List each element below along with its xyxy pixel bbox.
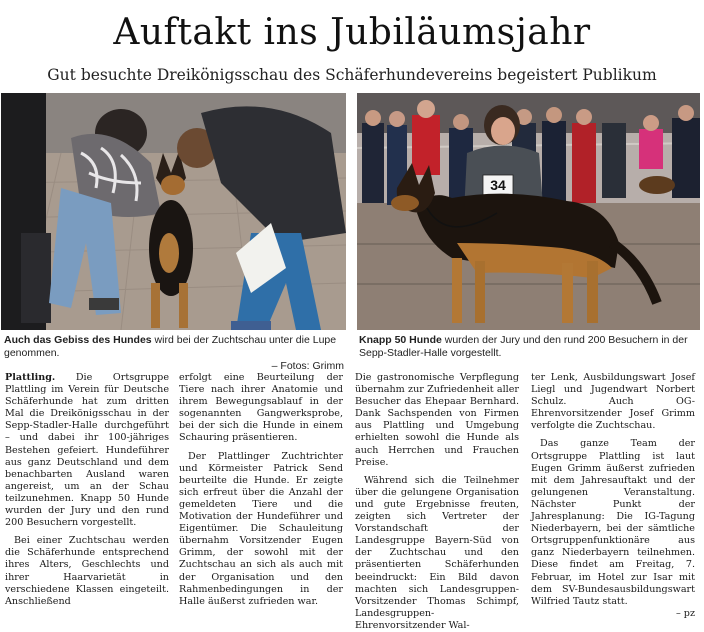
author-signature: – pz bbox=[675, 607, 695, 619]
bib-number: 34 bbox=[490, 177, 506, 193]
photo-dog-teeth-inspection bbox=[1, 93, 346, 330]
text-column-4 bbox=[531, 372, 695, 620]
caption-right-text: wurden der Jury und den rund 200 Besuchern in der Sepp-Stadler-Halle vorgestellt. bbox=[359, 334, 688, 359]
text-column-1 bbox=[5, 372, 169, 608]
paragraph: Während sich die Teilnehmer über die gelungene Organisation und gute Ergebnisse freuten, zeigten sich Vertreter der Vorstandschaft der Landesgruppe Bayern-Süd von der Zuchtschau und den präsentierten Schäferhunden beeindruckt: Ein Bild davon machten sich Landesgruppen-Vorsitzender Thomas Schimpf, Landesgruppen-Ehrenvorsitzender Wal- bbox=[355, 474, 519, 631]
photo-credit: – Fotos: Grimm bbox=[271, 360, 344, 372]
photo-dog-show-hall bbox=[357, 93, 700, 330]
paragraph: erfolgt eine Beurteilung der Tiere nach ihrer Anatomie und ihrem Bewegungsablauf in der sogenannten Gangwerksprobe, bei der sich die Hunde in einem Schauring präsentieren. bbox=[179, 372, 343, 444]
subheadline: Gut besuchte Dreikönigsschau des Schäferhundevereins begeistert Publikum bbox=[47, 66, 657, 84]
paragraph: Der Plattlinger Zuchtrichter und Körmeister Patrick Send beurteilte die Hunde. Er zeigte sich erfreut über die Anzahl der gemeldeten Tiere und die Motivation der Hundeführer und Eigentümer. Die Schauleitung übernahm Vorsitzender Eugen Grimm, der sowohl mit der Zuchtschau an sich als auch mit der Organisation und den Rahmenbedingungen in der Halle äußerst zufrieden war. bbox=[179, 450, 343, 607]
caption-left bbox=[4, 334, 344, 373]
paragraph-text: Die Ortsgruppe Plattling im Verein für Deutsche Schäferhunde hat zum dritten Mal die Dreikönigsschau in der Sepp-Stadler-Halle durchgeführt – und dabei ihr 100-jähriges Bestehen gefeiert. Hundeführer aus ganz Deutschland und dem benachbarten Ausland waren angereist, um an der Schau teilzunehmen. Knapp 50 Hunde wurden der Jury und den rund 200 Besuchern vorgestellt. bbox=[5, 372, 169, 529]
paragraph: Die gastronomische Verpflegung übernahm zur Zufriedenheit aller Besucher das Ehepaar Bernhard. Dank Sachspenden von Firmen aus Plattling und Umgebung erhielten sowohl die Hunde als auch Herrchen und Frauchen Preise. bbox=[355, 372, 519, 468]
paragraph: Das ganze Team der Ortsgruppe Plattling ist laut Eugen Grimm äußerst zufrieden mit dem Jahresauftakt und der gelungenen Veranstaltung. Nächster Punkt der Jahresplanung: Die IG-Tagung Niederbayern, bei der sämtliche Ortsgruppenfunktionäre aus ganz Niederbayern teilnehmen. Diese findet am Freitag, 7. Februar, im Hotel zur Isar mit dem SV-Bundesausbildungswart Wilfried Tautz statt. bbox=[531, 438, 695, 607]
dateline: Plattling. bbox=[5, 372, 56, 383]
paragraph bbox=[5, 372, 169, 529]
paragraph: ter Lenk, Ausbildungswart Josef Liegl und Jugendwart Norbert Schulz. Auch OG-Ehrenvorsitzender Josef Grimm verfolgte die Zuchtschau. bbox=[531, 372, 695, 432]
paragraph: Bei einer Zuchtschau werden die Schäferhunde entsprechend ihres Alters, Geschlechts und ihrer Haarvarietät in verschiedene Klassen eingeteilt. Anschließend bbox=[5, 535, 169, 607]
text-column-2 bbox=[179, 372, 343, 608]
caption-left-bold: Auch das Gebiss des Hundes bbox=[4, 334, 152, 346]
caption-left-text: wird bei der Zuchtschau unter die Lupe genommen. bbox=[4, 334, 337, 359]
photo-dog-show-hall-image bbox=[357, 93, 700, 330]
headline: Auftakt ins Jubiläumsjahr bbox=[113, 12, 591, 53]
text-column-3 bbox=[355, 372, 519, 632]
caption-right bbox=[359, 334, 699, 360]
caption-right-bold: Knapp 50 Hunde bbox=[359, 334, 442, 346]
photo-dog-teeth-inspection-image bbox=[1, 93, 346, 330]
